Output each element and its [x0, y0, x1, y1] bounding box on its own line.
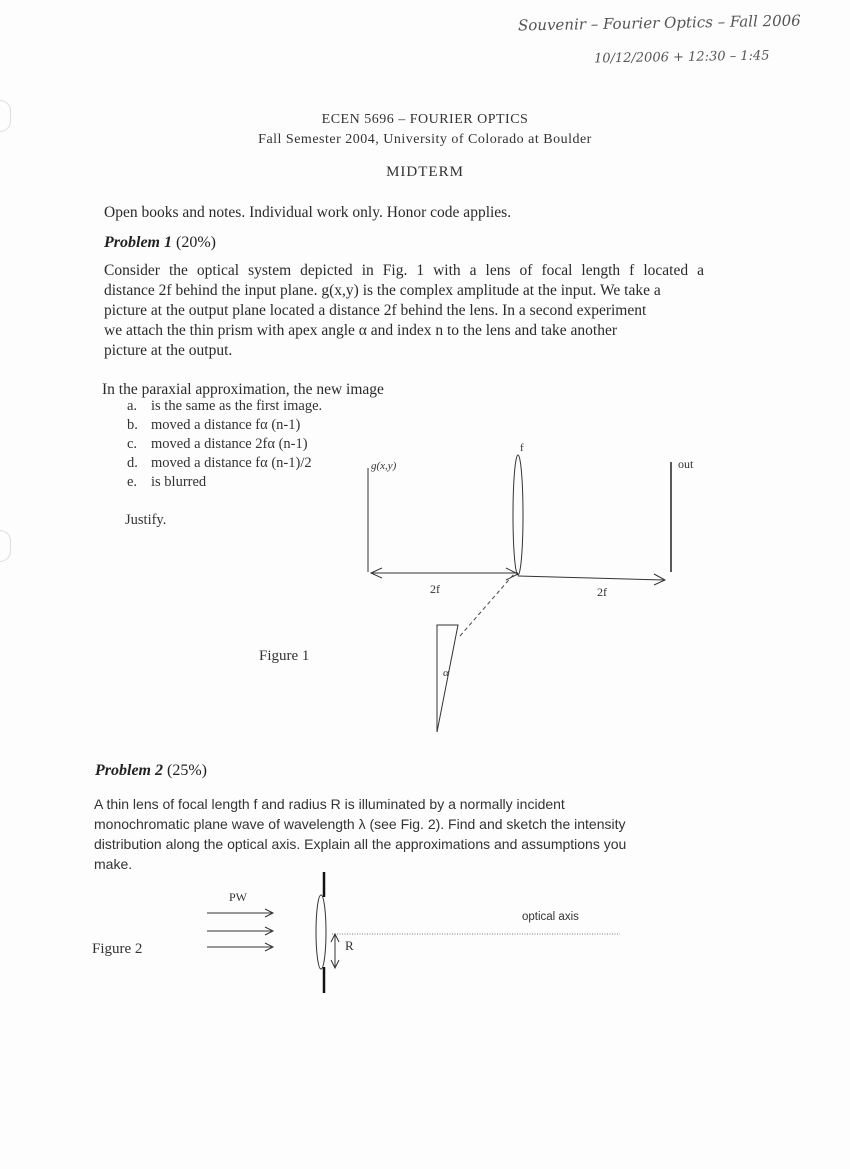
figure1-label-out: out — [678, 457, 694, 471]
handwritten-note-title: Souvenir – Fourier Optics – Fall 2006 — [517, 11, 801, 35]
lens-shape — [513, 455, 523, 575]
figure1-label-input: g(x,y) — [371, 460, 397, 472]
option-text: moved a distance 2fα (n-1) — [151, 436, 308, 452]
semester-line: Fall Semester 2004, University of Colorado at Boulder — [258, 132, 592, 147]
figure1-label-f: f — [520, 442, 524, 454]
option-letter: d. — [127, 455, 138, 471]
option-letter: a. — [127, 398, 138, 414]
justify-text: Justify. — [125, 512, 167, 528]
problem2-line: A thin lens of focal length f and radius R is illuminated by a normally incident — [94, 796, 565, 812]
axis-right-arrow — [518, 576, 664, 580]
problem1-question: In the paraxial approximation, the new image — [102, 381, 384, 398]
problem2-paragraph — [94, 794, 626, 874]
handwritten-note-date: 10/12/2006 + 12:30 – 1:45 — [593, 48, 770, 67]
instructions: Open books and notes. Individual work only. Honor code applies. — [104, 204, 512, 221]
problem1-line: we attach the thin prism with apex angle α and index n to the lens and take another — [104, 322, 618, 339]
problem1-weight: (20%) — [176, 234, 216, 251]
problem1-line: Consider the optical system depicted in Fig. 1 with a lens of focal length f located a — [104, 262, 704, 279]
option-letter: b. — [127, 417, 138, 433]
figure2-label-pw: PW — [229, 890, 247, 904]
problem2-line: make. — [94, 856, 133, 872]
figure2-caption: Figure 2 — [92, 941, 143, 957]
figure1-label-2f-right: 2f — [597, 585, 607, 599]
lens2-shape — [316, 895, 326, 969]
figure1-caption: Figure 1 — [259, 648, 310, 664]
figure2-label-axis: optical axis — [522, 911, 579, 923]
prism-attach-dashed-line — [460, 574, 514, 636]
problem2-title: Problem 2 — [95, 762, 163, 779]
course-title: ECEN 5696 – FOURIER OPTICS — [321, 112, 529, 127]
option-letter: c. — [127, 436, 138, 452]
problem1-line: distance 2f behind the input plane. g(x,y) is the complex amplitude at the input. We take a — [104, 282, 661, 299]
problem2-heading — [95, 762, 207, 780]
problem2-weight: (25%) — [167, 762, 207, 779]
figure1-label-2f-left: 2f — [430, 582, 440, 596]
problem1-line: picture at the output plane located a distance 2f behind the lens. In a second experiment — [104, 302, 647, 319]
figure2-label-r: R — [345, 938, 354, 953]
problem1-line: picture at the output. — [104, 342, 233, 359]
option-text: moved a distance fα (n-1)/2 — [151, 455, 312, 471]
problem2-line: monochromatic plane wave of wavelength λ (see Fig. 2). Find and sketch the intensity — [94, 816, 626, 832]
option-text: is the same as the first image. — [151, 398, 323, 414]
option-text: moved a distance fα (n-1) — [151, 417, 301, 433]
problem1-title: Problem 1 — [104, 234, 172, 251]
option-letter: e. — [127, 474, 138, 490]
problem2-line: distribution along the optical axis. Explain all the approximations and assumptions you — [94, 836, 627, 852]
option-text: is blurred — [151, 474, 207, 490]
exam-title: MIDTERM — [386, 164, 464, 180]
figure1-label-alpha: α — [443, 667, 449, 679]
